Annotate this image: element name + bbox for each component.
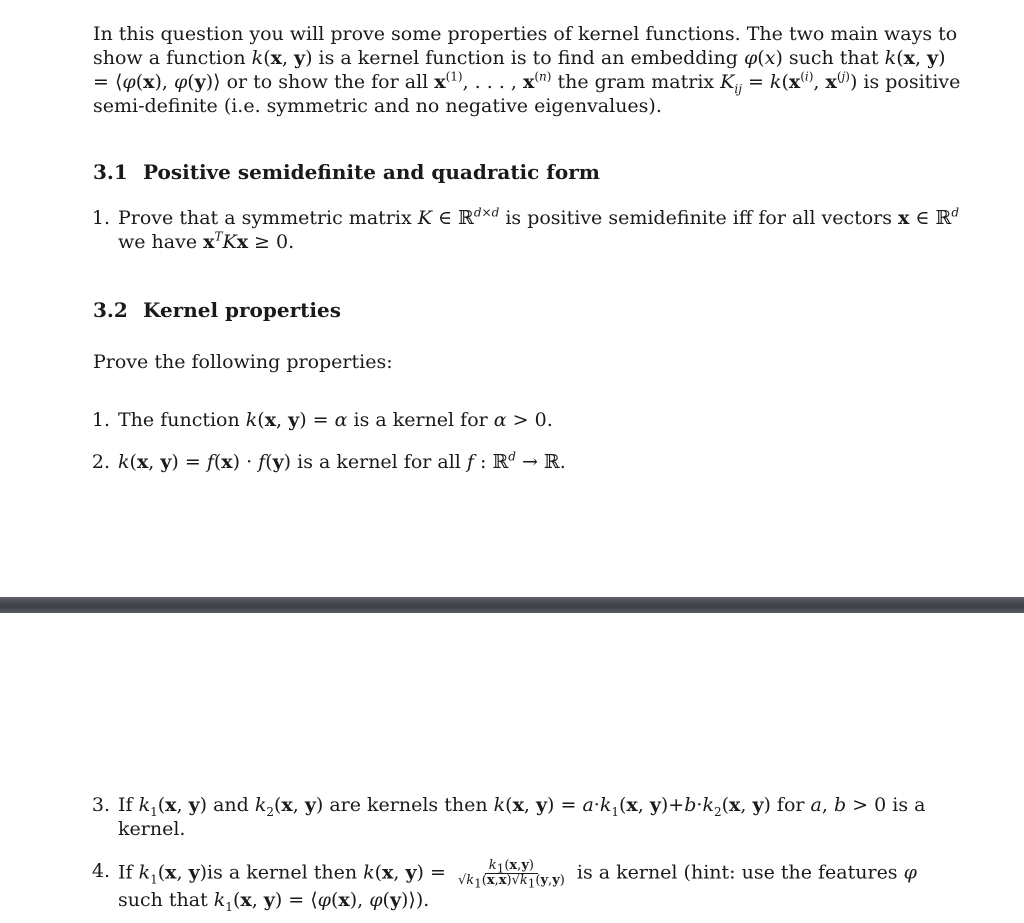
item-number: 2. [91,451,110,473]
item-text: If $k_1(x$, y) and $k_2(x$, y) are kernels then k(x, $y) = a\cdot k_1(x$, $y)+b\cdot k_2(x$, y) for a, b > 0 is a kernel. [118,794,926,840]
page-bottom [93,622,963,912]
list-item [93,450,963,474]
item-number: 3. [91,794,110,816]
item-text: k(x, y) = f(x) · f(y) is a kernel for all f : ℝ$^d$ → ℝ. [118,449,566,473]
page-top [93,22,963,474]
list-item [93,793,963,841]
item-number: 4. [91,860,110,882]
intro-paragraph: In this question you will prove some properties of kernel functions. The two main ways to show a function k(x, y) is a kernel function is to find an embedding φ(x) such that k(x, y) = ⟨φ(x), φ(y)⟩ or to show the for all $x^{(1)}$, . . . , $x^{(n)}$ the gram matrix $K_{ij} = k(x^{(i)}$, $x^{(j)}$) is positive semi-definite (i.e. symmetric and no negative eigenvalues). [93,23,961,117]
list-item [93,206,963,254]
section-lead: Prove the following properties: [93,351,393,373]
section-number: 3.1 [93,160,128,184]
list-item [93,408,963,432]
section-number: 3.2 [93,298,128,322]
item-text: If $k_1(x$, y)is a kernel then k(x, y) = $\frac{k_1(x,y)}{√k_1(x,x)√k_1(y,y)}$ is a kernel (hint: use the features φ such that $k_1(x$, y) = ⟨φ(x), φ(y)⟩). [118,858,917,914]
item-number: 1. [91,409,110,431]
page-separator [0,597,1024,613]
section-title: Positive semidefinite and quadratic form [143,160,600,184]
list-item [93,859,963,912]
section-title: Kernel properties [143,298,341,322]
item-number: 1. [91,207,110,229]
section-heading-3-1 [93,160,963,184]
item-text: Prove that a symmetric matrix K ∈ ℝ$^{d\times d}$ is positive semidefinite iff for all vectors x ∈ ℝ$^d$ we have $x^TKx \ge 0$. [118,205,959,253]
fraction: $\frac{k_1(x,y)}{√k_1(x,x)√k_1(y,y)}$ [457,858,565,891]
section-heading-3-2 [93,298,963,322]
item-text: The function k(x, y) = α is a kernel for α > 0. [118,409,553,431]
